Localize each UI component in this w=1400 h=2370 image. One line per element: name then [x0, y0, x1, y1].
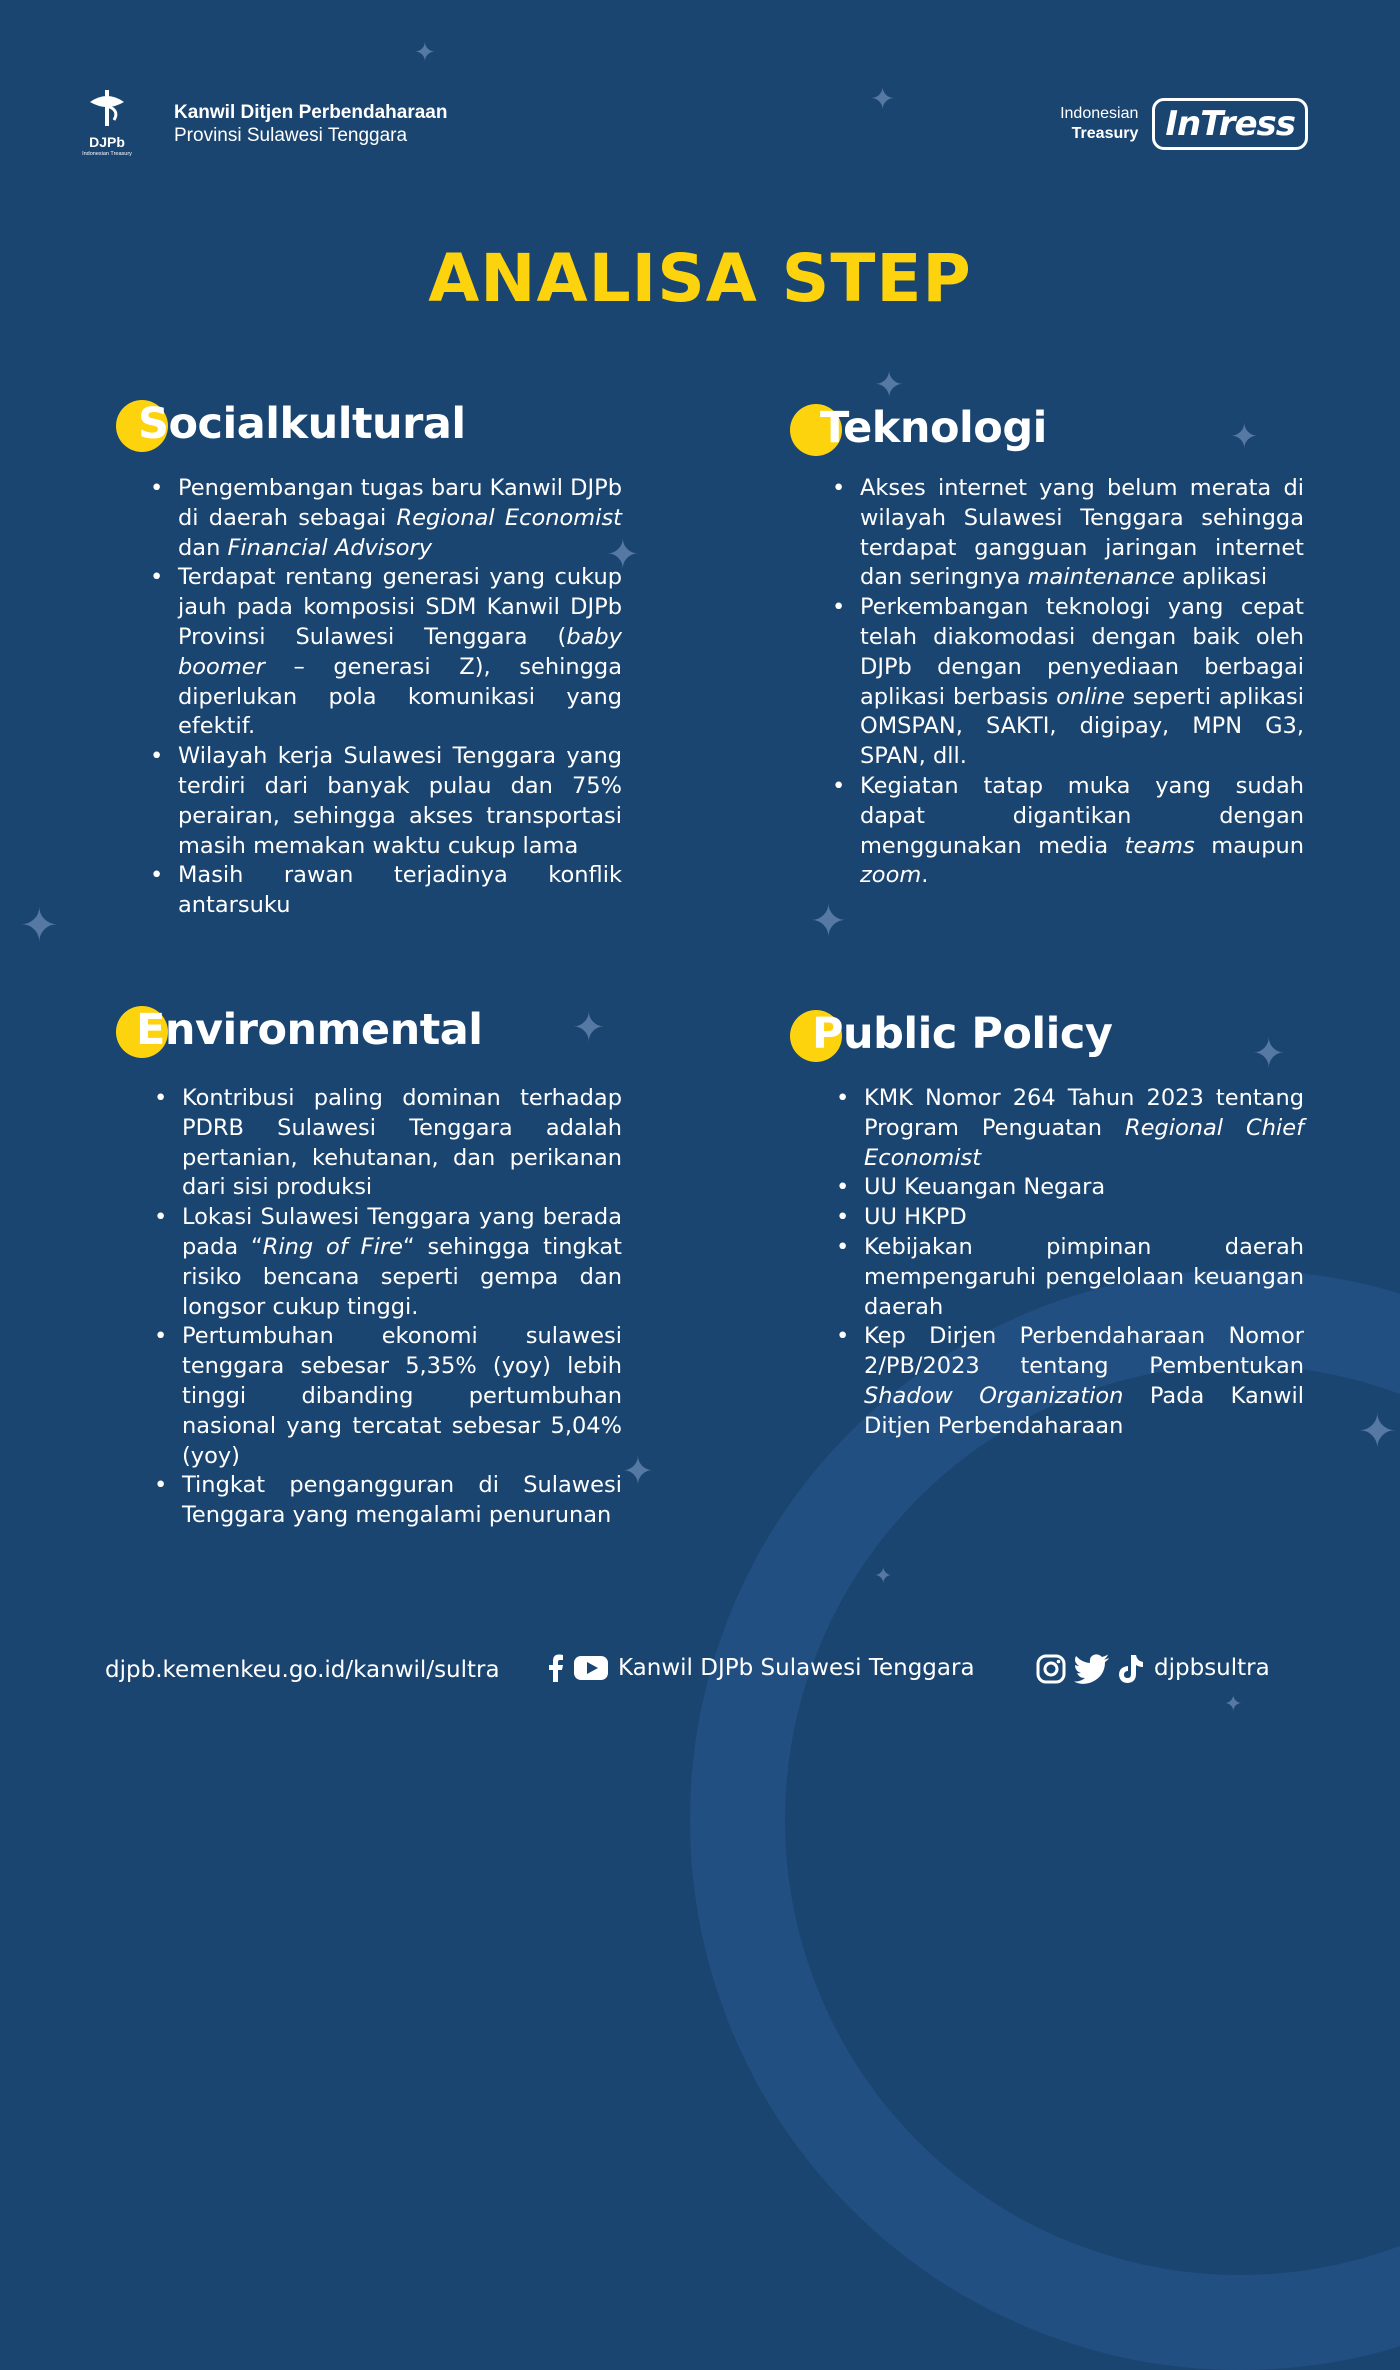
star-decoration: ✦ [1230, 417, 1259, 457]
section-header [790, 1010, 1304, 1070]
public-policy-list [834, 1084, 1304, 1442]
footer-channel-name[interactable]: Kanwil DJPb Sulawesi Tenggara [618, 1655, 975, 1681]
list-item: • Lokasi Sulawesi Tenggara yang berada pada “Ring of Fire“ sehingga tingkat risiko bencana seperti gempa dan longsor cukup tinggi. [152, 1203, 622, 1322]
org-name-line1: Kanwil Ditjen Perbendaharaan [174, 102, 448, 123]
list-item: • KMK Nomor 264 Tahun 2023 tentang Program Penguatan Regional Chief Economist [834, 1084, 1304, 1173]
star-decoration: ✦ [572, 1005, 606, 1051]
list-item: • Kegiatan tatap muka yang sudah dapat digantikan dengan menggunakan media teams maupun zoom. [830, 772, 1304, 891]
list-item: • Tingkat pengangguran di Sulawesi Tenggara yang mengalami penurunan [152, 1471, 622, 1531]
tiktok-icon[interactable] [1118, 1654, 1144, 1684]
logo-text: DJPb [89, 134, 125, 150]
section-environmental [116, 1005, 622, 1529]
star-decoration: ✦ [1224, 1692, 1243, 1717]
list-item: • UU Keuangan Negara [834, 1173, 1304, 1203]
list-item: • Wilayah kerja Sulawesi Tenggara yang terdiri dari banyak pulau dan 75% perairan, sehingga akses transportasi masih memakan waktu cukup lama [148, 742, 622, 861]
list-item: • Kontribusi paling dominan terhadap PDRB Sulawesi Tenggara adalah pertanian, kehutanan, dan perikanan dari sisi produksi [152, 1084, 622, 1203]
logo-subtext: Indonesian Treasury [82, 151, 132, 157]
facebook-icon[interactable] [548, 1654, 564, 1682]
org-name-line2: Provinsi Sulawesi Tenggara [174, 125, 408, 146]
section-title: Public Policy [812, 1009, 1113, 1059]
list-item: • Kep Dirjen Perbendaharaan Nomor 2/PB/2023 tentang Pembentukan Shadow Organization Pada Kanwil Ditjen Perbendaharaan [834, 1322, 1304, 1441]
list-item: • Masih rawan terjadinya konflik antarsuku [148, 861, 622, 921]
instagram-icon[interactable] [1036, 1654, 1066, 1684]
list-item: • UU HKPD [834, 1203, 1304, 1233]
footer-website[interactable]: djpb.kemenkeu.go.id/kanwil/sultra [105, 1657, 500, 1683]
treasury-line2: Treasury [1071, 125, 1139, 142]
header-brand [1060, 98, 1308, 150]
page-title: ANALISA STEP [428, 240, 972, 317]
star-decoration: ✦ [414, 38, 436, 68]
section-teknologi [790, 403, 1304, 889]
environmental-list [152, 1084, 622, 1531]
footer-social-handle[interactable]: djpbsultra [1154, 1655, 1270, 1681]
section-public-policy [790, 1009, 1304, 1439]
list-item: • Perkembangan teknologi yang cepat telah diakomodasi dengan baik oleh DJPb dengan penyediaan berbagai aplikasi berbasis online seperti aplikasi OMSPAN, SAKTI, digipay, MPN G3, SPAN, dll. [830, 593, 1304, 772]
twitter-icon[interactable] [1074, 1654, 1110, 1684]
footer-social-icons [1036, 1654, 1144, 1684]
section-header [116, 400, 622, 460]
section-socialkultural [116, 399, 622, 919]
treasury-line1: Indonesian [1060, 105, 1139, 122]
list-item: • Pengembangan tugas baru Kanwil DJPb di daerah sebagai Regional Economist dan Financial Advisory [148, 474, 622, 563]
star-decoration: ✦ [874, 1564, 893, 1589]
section-title: Socialkultural [138, 399, 466, 449]
intress-logo: InTress [1152, 98, 1308, 150]
star-decoration: ✦ [1358, 1404, 1397, 1458]
list-item: • Akses internet yang belum merata di wilayah Sulawesi Tenggara sehingga terdapat gangguan jaringan internet dan seringnya maintenance aplikasi [830, 474, 1304, 593]
star-decoration: ✦ [874, 365, 905, 406]
star-decoration: ✦ [606, 532, 640, 578]
list-item: • Pertumbuhan ekonomi sulawesi tenggara sebesar 5,35% (yoy) lebih tinggi dibanding pertumbuhan nasional yang tercatat sebesar 5,04% (yoy) [152, 1322, 622, 1471]
list-item: • Kebijakan pimpinan daerah mempengaruhi pengelolaan keuangan daerah [834, 1233, 1304, 1322]
star-decoration: ✦ [870, 82, 896, 117]
star-decoration: ✦ [20, 898, 59, 952]
section-title: Environmental [136, 1005, 483, 1055]
djpb-logo [72, 88, 142, 160]
star-decoration: ✦ [622, 1449, 654, 1493]
section-header [790, 404, 1304, 464]
org-name [174, 101, 447, 147]
header-organization [72, 88, 447, 160]
socialkultural-list [148, 474, 622, 921]
footer [0, 1652, 1400, 1692]
djpb-emblem-icon [84, 88, 130, 128]
star-decoration: ✦ [1252, 1031, 1286, 1077]
youtube-icon[interactable] [574, 1656, 608, 1680]
teknologi-list [830, 474, 1304, 891]
section-header [116, 1006, 622, 1066]
star-decoration: ✦ [810, 896, 847, 947]
treasury-label [1060, 104, 1138, 144]
footer-channel-icons [548, 1654, 608, 1682]
list-item: • Terdapat rentang generasi yang cukup jauh pada komposisi SDM Kanwil DJPb Provinsi Sulawesi Tenggara (baby boomer – generasi Z), sehingga diperlukan pola komunikasi yang efektif. [148, 563, 622, 742]
section-title: Teknologi [820, 403, 1047, 453]
